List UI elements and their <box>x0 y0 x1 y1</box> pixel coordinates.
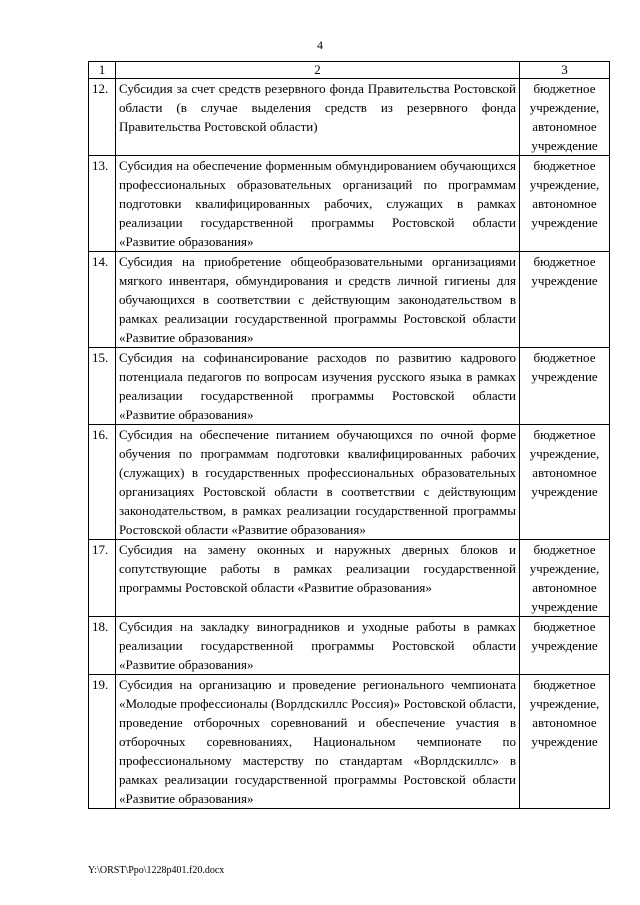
row-institution-type: бюджетное учреждение, автономное учреждение <box>520 425 610 540</box>
row-description: Субсидия на организацию и проведение регионального чемпионата «Молодые профессионалы (Ворлдскиллс Россия)» Ростовской области, проведение отборочных соревнований и обеспечение участия в отборочных соревнованиях, Национальном чемпионате по профессиональному мастерству по стандартам «Ворлдскиллс» в рамках реализации государственной программы Ростовской области «Развитие образования» <box>116 675 520 809</box>
footer-file-path: Y:\ORST\Ppo\1228p401.f20.docx <box>88 865 225 876</box>
header-col-2: 2 <box>116 62 520 79</box>
row-description: Субсидия на закладку виноградников и уходные работы в рамках реализации государственной программы Ростовской области «Развитие образования» <box>116 617 520 675</box>
row-number: 17. <box>89 540 116 617</box>
table-row <box>89 348 610 425</box>
row-number: 13. <box>89 156 116 252</box>
header-col-1: 1 <box>89 62 116 79</box>
row-number: 15. <box>89 348 116 425</box>
table-row <box>89 156 610 252</box>
subsidy-table <box>88 61 610 809</box>
table-row <box>89 252 610 348</box>
row-number: 19. <box>89 675 116 809</box>
row-number: 14. <box>89 252 116 348</box>
row-institution-type: бюджетное учреждение <box>520 348 610 425</box>
row-description: Субсидия на обеспечение питанием обучающихся по очной форме обучения по программам подготовки квалифицированных рабочих (служащих) в государственных профессиональных образовательных организациях Ростовской области в соответствии с действующим законодательством, в рамках реализации государственной программы Ростовской области «Развитие образования» <box>116 425 520 540</box>
table-row <box>89 675 610 809</box>
row-institution-type: бюджетное учреждение, автономное учреждение <box>520 540 610 617</box>
row-institution-type: бюджетное учреждение, автономное учреждение <box>520 675 610 809</box>
row-number: 18. <box>89 617 116 675</box>
row-description: Субсидия на софинансирование расходов по развитию кадрового потенциала педагогов по вопросам изучения русского языка в рамках реализации государственной программы Ростовской области «Развитие образования» <box>116 348 520 425</box>
row-institution-type: бюджетное учреждение, автономное учреждение <box>520 156 610 252</box>
row-institution-type: бюджетное учреждение, автономное учреждение <box>520 79 610 156</box>
row-description: Субсидия на обеспечение форменным обмундированием обучающихся профессиональных образовательных организаций по программам подготовки квалифицированных рабочих, служащих в рамках реализации государственной программы Ростовской области «Развитие образования» <box>116 156 520 252</box>
row-institution-type: бюджетное учреждение <box>520 617 610 675</box>
row-number: 12. <box>89 79 116 156</box>
row-number: 16. <box>89 425 116 540</box>
table-row <box>89 79 610 156</box>
header-col-3: 3 <box>520 62 610 79</box>
table-header-row <box>89 62 610 79</box>
table-row <box>89 540 610 617</box>
row-institution-type: бюджетное учреждение <box>520 252 610 348</box>
row-description: Субсидия за счет средств резервного фонда Правительства Ростовской области (в случае выделения средств из резервного фонда Правительства Ростовской области) <box>116 79 520 156</box>
table-row <box>89 425 610 540</box>
page-number: 4 <box>317 38 323 52</box>
table-row <box>89 617 610 675</box>
row-description: Субсидия на приобретение общеобразовательными организациями мягкого инвентаря, обмундирования и средств личной гигиены для обучающихся в соответствии с действующим законодательством в рамках реализации государственной программы Ростовской области «Развитие образования» <box>116 252 520 348</box>
row-description: Субсидия на замену оконных и наружных дверных блоков и сопутствующие работы в рамках реализации государственной программы Ростовской области «Развитие образования» <box>116 540 520 617</box>
